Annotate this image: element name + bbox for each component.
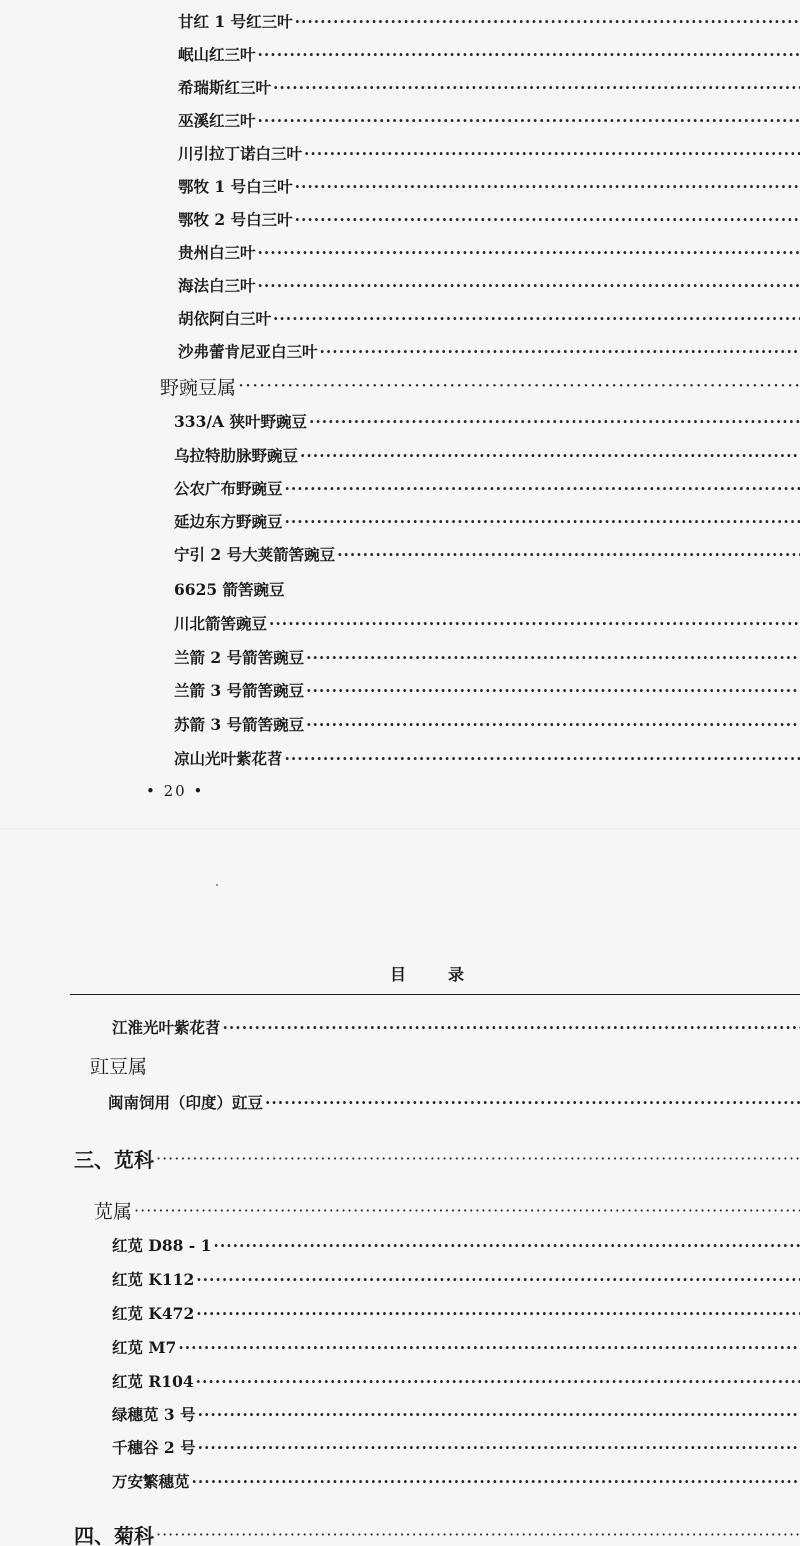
- toc-entry-label: 红苋 K472: [112, 1304, 195, 1323]
- leader-dots: [196, 1270, 800, 1289]
- toc-entry: [174, 707, 800, 741]
- page-number: • 20 •: [146, 782, 205, 800]
- leader-dots: [295, 12, 800, 31]
- toc-entry: [174, 673, 800, 707]
- toc-entry: [174, 404, 800, 438]
- leader-dots: [156, 1149, 800, 1168]
- toc-genus-label: 野豌豆属: [160, 376, 237, 399]
- leader-dots: [285, 479, 800, 498]
- toc-entry: [178, 4, 800, 38]
- leader-dots: [258, 45, 800, 64]
- leader-dots: [238, 375, 800, 397]
- toc-entry-label: 巫溪红三叶: [178, 111, 256, 130]
- toc-entry: [112, 1296, 800, 1330]
- leader-dots: [213, 1236, 800, 1255]
- leader-dots: [285, 749, 800, 768]
- toc-entry-label: 胡依阿白三叶: [178, 309, 272, 328]
- leader-dots: [134, 1201, 800, 1220]
- toc-family-label: 三、苋科: [74, 1147, 154, 1172]
- toc-entry: [174, 741, 800, 775]
- leader-dots: [306, 648, 800, 667]
- toc-entry-label: 凉山光叶紫花苕: [174, 749, 283, 768]
- leader-dots: [295, 210, 800, 229]
- leader-dots: [285, 512, 800, 531]
- leader-dots: [304, 144, 800, 163]
- toc-family-heading: [74, 1141, 800, 1175]
- toc-entry: [112, 1397, 800, 1431]
- leader-dots: [156, 1525, 800, 1544]
- toc-entry-label: 万安繁穗苋: [112, 1472, 190, 1491]
- toc-entry: [174, 572, 800, 606]
- toc-entry: [112, 1364, 800, 1398]
- toc-entry: [178, 235, 800, 269]
- toc-entry-label: 闽南饲用（印度）豇豆: [108, 1093, 264, 1112]
- toc-entry: [178, 37, 800, 71]
- toc-entry: [178, 103, 800, 137]
- leader-dots: [223, 1018, 800, 1037]
- toc-genus-label: 豇豆属: [90, 1055, 148, 1078]
- toc-entry-label: 鄂牧 1 号白三叶: [178, 177, 293, 196]
- toc-entry-label: 海法白三叶: [178, 276, 256, 295]
- toc-entry: [174, 537, 800, 571]
- toc-entry: [108, 1085, 800, 1119]
- toc-entry: [174, 606, 800, 640]
- leader-dots: [306, 715, 800, 734]
- toc-entry: [112, 1010, 800, 1044]
- toc-entry-label: 乌拉特肋脉野豌豆: [174, 446, 299, 465]
- toc-entry: [178, 301, 800, 335]
- toc-entry: [112, 1464, 800, 1498]
- leader-dots: [320, 342, 800, 361]
- toc-entry-label: 红苋 D88 - 1: [112, 1236, 212, 1255]
- leader-dots: [258, 276, 800, 295]
- running-head: 目录: [389, 965, 506, 984]
- leader-dots: [265, 1093, 800, 1112]
- toc-entry: [112, 1228, 800, 1262]
- toc-entry: [178, 136, 800, 170]
- toc-page-bottom: [0, 830, 800, 1546]
- toc-entry-label: 兰箭 2 号箭筈豌豆: [174, 648, 305, 667]
- toc-genus-heading: [94, 1193, 800, 1227]
- header-rule: [70, 994, 800, 995]
- toc-entry-label: 甘红 1 号红三叶: [178, 12, 293, 31]
- leader-dots: [295, 177, 800, 196]
- leader-dots: [337, 545, 800, 564]
- leader-dots: [306, 681, 800, 700]
- toc-genus-label: 苋属: [94, 1200, 133, 1223]
- toc-entry: [178, 334, 800, 368]
- toc-entry-label: 江淮光叶紫花苕: [112, 1018, 221, 1037]
- toc-entry: [174, 438, 800, 472]
- toc-entry-label: 川北箭筈豌豆: [174, 614, 268, 633]
- toc-entry-label: 千穗谷 2 号: [112, 1438, 196, 1457]
- toc-entry-label: 苏箭 3 号箭筈豌豆: [174, 715, 305, 734]
- toc-entry-label: 6625 箭筈豌豆: [174, 580, 285, 599]
- toc-entry-label: 鄂牧 2 号白三叶: [178, 210, 293, 229]
- toc-entry: [174, 471, 800, 505]
- toc-entry-label: 贵州白三叶: [178, 243, 256, 262]
- toc-entry-label: 公农广布野豌豆: [174, 479, 283, 498]
- leader-dots: [309, 412, 800, 431]
- toc-entry: [112, 1262, 800, 1296]
- toc-entry-label: 岷山红三叶: [178, 45, 256, 64]
- toc-entry-label: 兰箭 3 号箭筈豌豆: [174, 681, 305, 700]
- leader-dots: [300, 446, 800, 465]
- leader-dots: [198, 1405, 800, 1424]
- leader-dots: [178, 1338, 800, 1357]
- leader-dots: [196, 1304, 800, 1323]
- leader-dots: [258, 111, 800, 130]
- scan-speck: [216, 884, 218, 886]
- toc-entry-label: 红苋 M7: [112, 1338, 177, 1357]
- toc-entry: [174, 504, 800, 538]
- toc-entry-label: 沙弗蕾肯尼亚白三叶: [178, 342, 318, 361]
- toc-genus-heading: [160, 369, 800, 403]
- toc-entry-label: 宁引 2 号大荚箭筈豌豆: [174, 545, 336, 564]
- toc-entry: [178, 70, 800, 104]
- toc-entry: [112, 1330, 800, 1364]
- leader-dots: [196, 1372, 800, 1391]
- leader-dots: [198, 1438, 800, 1457]
- toc-entry-label: 延边东方野豌豆: [174, 512, 283, 531]
- toc-genus-heading: [90, 1048, 800, 1082]
- leader-dots: [273, 309, 800, 328]
- toc-entry-label: 红苋 R104: [112, 1372, 194, 1391]
- leader-dots: [258, 243, 800, 262]
- toc-entry: [112, 1430, 800, 1464]
- toc-entry: [178, 169, 800, 203]
- leader-dots: [192, 1472, 800, 1491]
- leader-dots: [269, 614, 800, 633]
- toc-entry-label: 333/A 狭叶野豌豆: [174, 412, 307, 431]
- toc-family-heading: [74, 1517, 800, 1546]
- toc-entry-label: 红苋 K112: [112, 1270, 195, 1289]
- toc-entry: [178, 268, 800, 302]
- toc-entry-label: 川引拉丁诺白三叶: [178, 144, 303, 163]
- toc-entry-label: 绿穗苋 3 号: [112, 1405, 196, 1424]
- toc-entry-label: 希瑞斯红三叶: [178, 78, 272, 97]
- leader-dots: [273, 78, 800, 97]
- toc-entry: [174, 640, 800, 674]
- toc-family-label: 四、菊科: [74, 1523, 154, 1546]
- toc-entry: [178, 202, 800, 236]
